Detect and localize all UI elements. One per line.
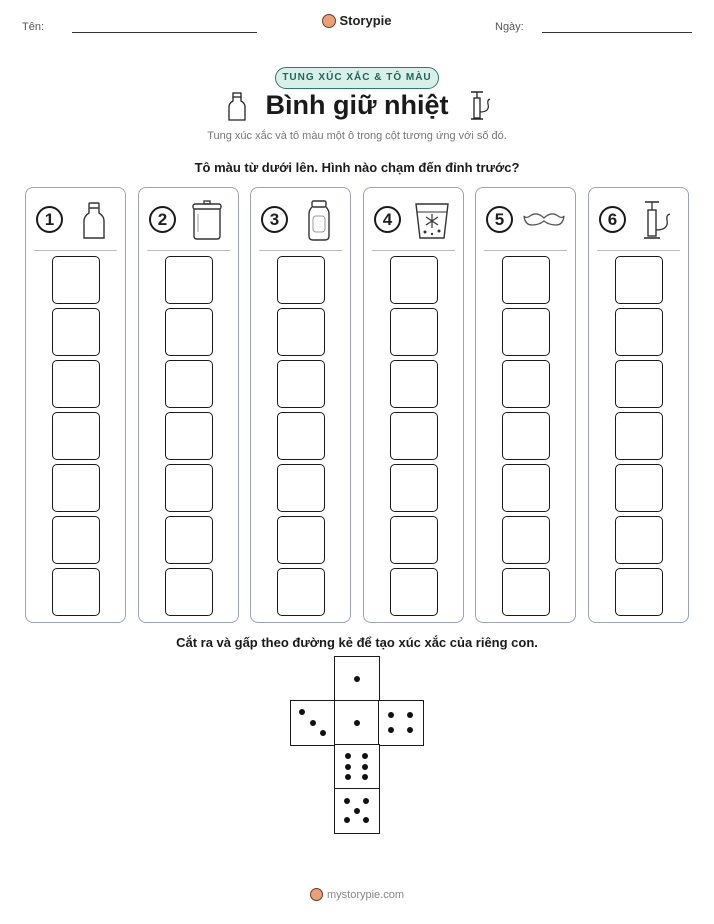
color-cell[interactable] (615, 568, 663, 616)
color-cell[interactable] (52, 412, 100, 460)
column-number: 4 (374, 206, 401, 233)
color-cell[interactable] (502, 412, 550, 460)
color-cell[interactable] (502, 464, 550, 512)
color-cell[interactable] (277, 568, 325, 616)
color-cell[interactable] (390, 256, 438, 304)
color-cell[interactable] (615, 256, 663, 304)
mason-jar-icon (297, 198, 341, 242)
name-line[interactable] (72, 32, 257, 33)
color-cell[interactable] (390, 412, 438, 460)
color-cell[interactable] (52, 308, 100, 356)
column-4 (363, 187, 464, 623)
die-pip (345, 774, 351, 780)
color-cell[interactable] (615, 412, 663, 460)
die-face (334, 744, 380, 790)
color-cell[interactable] (277, 464, 325, 512)
color-cell[interactable] (277, 412, 325, 460)
cube-instruction: Cắt ra và gấp theo đường kẻ để tạo xúc xắc của riêng con. (176, 635, 538, 650)
die-pip (362, 764, 368, 770)
page-title: Bình giữ nhiệt (265, 90, 449, 120)
die-pip (388, 712, 394, 718)
column-1 (25, 187, 126, 623)
die-face (290, 700, 336, 746)
color-cell[interactable] (165, 464, 213, 512)
die-pip (354, 676, 360, 682)
color-cell[interactable] (52, 360, 100, 408)
die-pip (354, 720, 360, 726)
color-cell[interactable] (52, 256, 100, 304)
color-cell[interactable] (277, 256, 325, 304)
column-divider (597, 250, 680, 251)
color-cell[interactable] (52, 464, 100, 512)
die-pip (344, 798, 350, 804)
color-cell[interactable] (615, 360, 663, 408)
milk-bottle-icon (72, 198, 116, 242)
brand-logo (0, 13, 714, 28)
date-line[interactable] (542, 32, 692, 33)
ice-glass-icon (410, 198, 454, 242)
color-cell[interactable] (390, 464, 438, 512)
brand-name: Storypie (339, 13, 392, 28)
color-cell[interactable] (615, 516, 663, 564)
column-number: 3 (261, 206, 288, 233)
die-pip (362, 753, 368, 759)
die-pip (320, 730, 326, 736)
mustache-icon (522, 198, 566, 242)
color-cell[interactable] (52, 516, 100, 564)
color-cell[interactable] (390, 360, 438, 408)
die-pip (299, 709, 305, 715)
storypie-logo-icon (310, 888, 323, 901)
color-cell[interactable] (165, 360, 213, 408)
color-cell[interactable] (390, 516, 438, 564)
die-pip (344, 817, 350, 823)
name-label: Tên: (22, 21, 45, 33)
footer (0, 888, 714, 901)
bike-pump-icon (635, 198, 679, 242)
die-pip (354, 808, 360, 814)
date-label: Ngày: (495, 21, 524, 33)
storypie-logo-icon (322, 14, 336, 28)
column-number: 6 (599, 206, 626, 233)
column-number: 5 (486, 206, 513, 233)
column-6 (588, 187, 689, 623)
color-cell[interactable] (615, 464, 663, 512)
color-cell[interactable] (165, 516, 213, 564)
column-2 (138, 187, 239, 623)
die-face (378, 700, 424, 746)
die-pip (345, 764, 351, 770)
color-cell[interactable] (502, 308, 550, 356)
die-face (334, 700, 380, 746)
color-cell[interactable] (502, 568, 550, 616)
color-cell[interactable] (277, 360, 325, 408)
die-pip (388, 727, 394, 733)
column-divider (34, 250, 117, 251)
color-cell[interactable] (277, 308, 325, 356)
jar-icon (185, 198, 229, 242)
die-pip (407, 712, 413, 718)
activity-badge: TUNG XÚC XẮC & TÔ MÀU (275, 67, 439, 89)
color-cell[interactable] (502, 256, 550, 304)
color-cell[interactable] (615, 308, 663, 356)
die-pip (362, 774, 368, 780)
column-divider (147, 250, 230, 251)
die-face (334, 656, 380, 702)
color-cell[interactable] (502, 516, 550, 564)
color-cell[interactable] (502, 360, 550, 408)
instruction-text: Tô màu từ dưới lên. Hình nào chạm đến đỉnh trước? (194, 160, 520, 175)
column-5 (475, 187, 576, 623)
title-pump-icon (468, 90, 492, 122)
die-pip (363, 817, 369, 823)
color-cell[interactable] (165, 256, 213, 304)
column-divider (372, 250, 455, 251)
die-face (334, 788, 380, 834)
footer-url: mystorypie.com (326, 889, 405, 901)
color-cell[interactable] (165, 568, 213, 616)
column-number: 1 (36, 206, 63, 233)
color-cell[interactable] (165, 412, 213, 460)
column-number: 2 (149, 206, 176, 233)
color-cell[interactable] (390, 568, 438, 616)
color-cell[interactable] (52, 568, 100, 616)
column-3 (250, 187, 351, 623)
color-cell[interactable] (165, 308, 213, 356)
color-cell[interactable] (277, 516, 325, 564)
column-divider (484, 250, 567, 251)
color-cell[interactable] (390, 308, 438, 356)
die-pip (310, 720, 316, 726)
die-pip (407, 727, 413, 733)
die-pip (363, 798, 369, 804)
die-pip (345, 753, 351, 759)
page-subtitle: Tung xúc xắc và tô màu một ô trong cột tương ứng với số đó. (207, 130, 507, 142)
column-divider (259, 250, 342, 251)
